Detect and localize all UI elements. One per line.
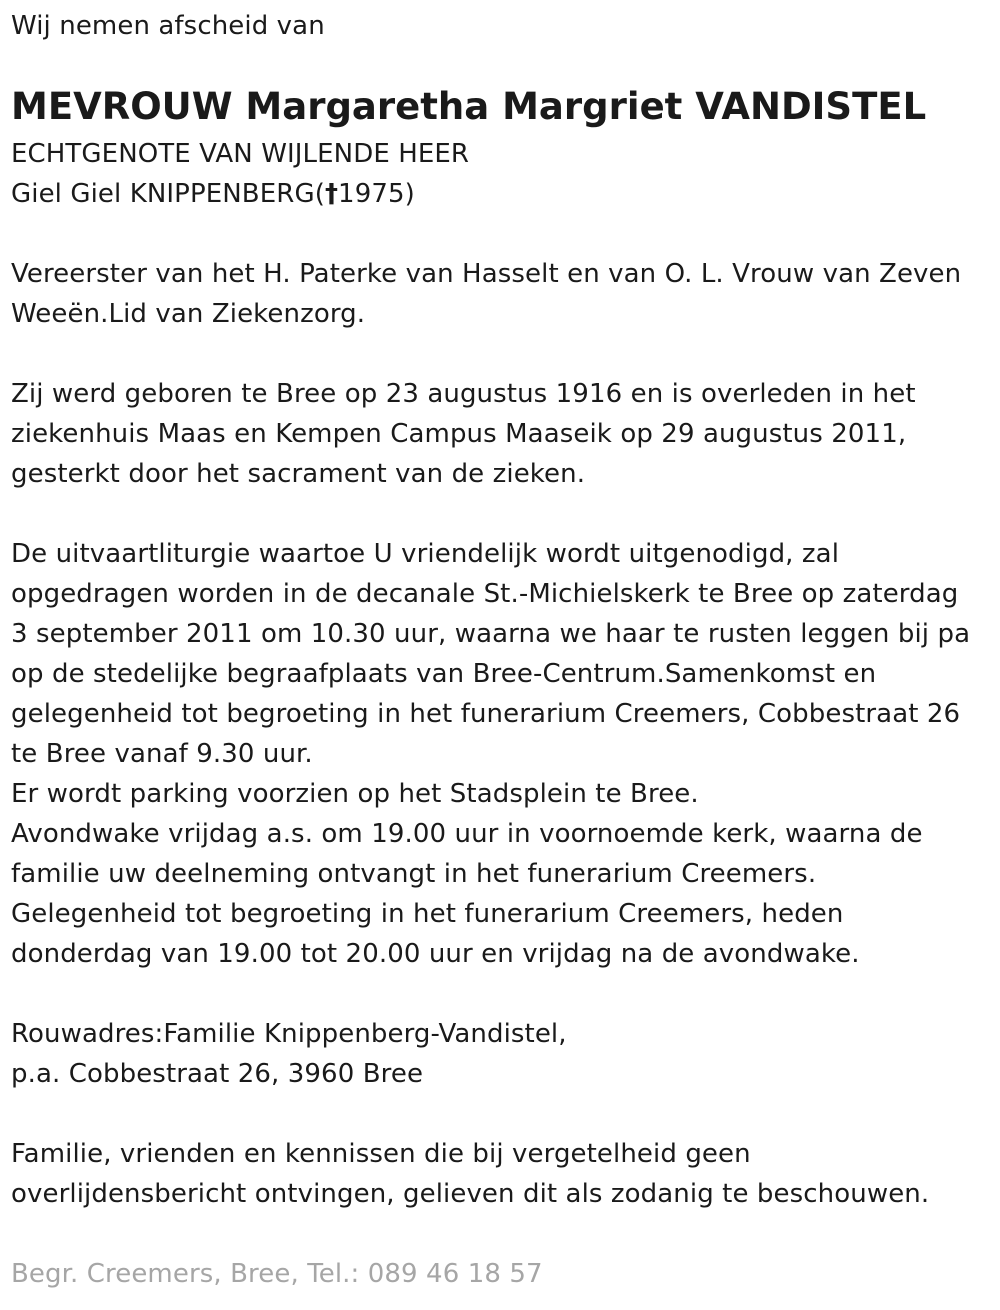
paragraph-line: gesterkt door het sacrament van de zieken.: [11, 459, 586, 489]
paragraph-line: Weeën.Lid van Ziekenzorg.: [11, 299, 366, 329]
spouse-title: ECHTGENOTE VAN WIJLENDE HEER: [11, 139, 470, 169]
paragraph-line: op de stedelijke begraafplaats van Bree-Centrum.Samenkomst en: [11, 659, 877, 689]
paragraph-line: te Bree vanaf 9.30 uur.: [11, 739, 313, 769]
intro-text: Wij nemen afscheid van: [11, 11, 325, 41]
paragraph-line: Gelegenheid tot begroeting in het funerarium Creemers, heden: [11, 899, 844, 929]
paragraph-line: opgedragen worden in de decanale St.-Michielskerk te Bree op zaterdag: [11, 579, 959, 609]
spouse-block: [11, 134, 469, 214]
membership-paragraph: [11, 254, 961, 334]
funeral-home-footer: Begr. Creemers, Bree, Tel.: 089 46 18 57: [11, 1259, 543, 1289]
paragraph-line: ziekenhuis Maas en Kempen Campus Maaseik op 29 augustus 2011,: [11, 419, 907, 449]
liturgy-paragraph: [11, 534, 970, 974]
paragraph-line: p.a. Cobbestraat 26, 3960 Bree: [11, 1059, 424, 1089]
deceased-name: MEVROUW Margaretha Margriet VANDISTEL: [11, 85, 927, 128]
paragraph-line: Er wordt parking voorzien op het Stadsplein te Bree.: [11, 779, 699, 809]
spouse-name: Giel Giel KNIPPENBERG(: [11, 179, 325, 209]
paragraph-line: donderdag van 19.00 tot 20.00 uur en vrijdag na de avondwake.: [11, 939, 860, 969]
paragraph-line: Rouwadres:Familie Knippenberg-Vandistel,: [11, 1019, 567, 1049]
paragraph-line: Avondwake vrijdag a.s. om 19.00 uur in voornoemde kerk, waarna de: [11, 819, 923, 849]
cross-icon: †: [324, 179, 339, 209]
mourning-address: [11, 1014, 567, 1094]
paragraph-line: Familie, vrienden en kennissen die bij vergetelheid geen: [11, 1139, 751, 1169]
paragraph-line: De uitvaartliturgie waartoe U vriendelijk wordt uitgenodigd, zal: [11, 539, 840, 569]
paragraph-line: familie uw deelneming ontvangt in het funerarium Creemers.: [11, 859, 817, 889]
birth-death-paragraph: [11, 374, 916, 494]
paragraph-line: Zij werd geboren te Bree op 23 augustus 1916 en is overleden in het: [11, 379, 916, 409]
paragraph-line: 3 september 2011 om 10.30 uur, waarna we haar te rusten leggen bij pa: [11, 619, 971, 649]
paragraph-line: gelegenheid tot begroeting in het funerarium Creemers, Cobbestraat 26: [11, 699, 961, 729]
spouse-name-line: [11, 174, 469, 214]
paragraph-line: overlijdensbericht ontvingen, gelieven dit als zodanig te beschouwen.: [11, 1179, 930, 1209]
paragraph-line: Vereerster van het H. Paterke van Hasselt en van O. L. Vrouw van Zeven: [11, 259, 962, 289]
family-notice: [11, 1134, 929, 1214]
spouse-death-year: 1975): [338, 179, 415, 209]
